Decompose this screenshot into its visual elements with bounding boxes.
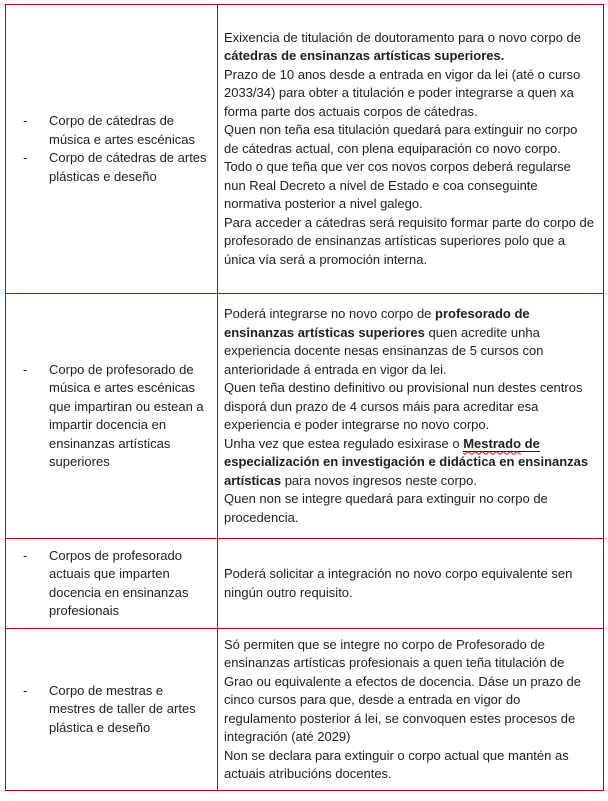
text-run: Quen non teña esa titulación quedará para extinguir no corpo de cátedras actual, con plena equiparación co novo corpo. [224,122,578,156]
text-run: Poderá solicitar a integración no novo corpo equivalente sen ningún outro requisito. [224,566,573,600]
corps-bullet-list [23,682,211,738]
text-run: Só permiten que se integre no corpo de Profesorado de ensinanzas artísticas profesionais a quen teña titulación de Grao ou equivalente a efectos de docencia. Dáse un prazo de cinco cursos para que, desde a entrada en vigor do regulamento posterior á lei, se convoquen estes procesos de integración (até 2029) [224,636,582,744]
paragraph [224,379,594,435]
list-item [23,682,211,738]
bullet-dash: - [23,150,28,165]
corps-bullet-list [23,361,211,472]
cell-corps-list-mestres [6,629,218,791]
paragraph [224,214,594,270]
list-item-text: Corpo de cátedras de artes plásticas e deseño [49,150,207,184]
paragraph [224,305,594,379]
list-item [23,361,211,472]
paragraph [224,29,594,66]
paragraph [224,490,594,527]
list-item-text: Corpos de profesorado actuais que imparten docencia en ensinanzas profesionais [49,547,189,618]
list-item-text: Corpo de profesorado de música e artes escénicas que impartiran ou estean a impartir docencia en ensinanzas artísticas superiores [49,361,204,469]
paragraph [224,66,594,122]
cell-corps-list-catedras [6,5,218,294]
text-run: cátedras de ensinanzas artísticas superiores. [224,48,505,64]
text-run: Non se declara para extinguir o corpo actual que mantén as actuais atribucións docentes. [224,747,569,781]
text-run: Para acceder a cátedras será requisito formar parte do corpo de profesorado de ensinanzas artísticas superiores polo que a única vía será a promoción interna. [224,214,594,267]
cell-details-profesionais [218,539,604,629]
table-row-mestres-taller [6,629,604,791]
paragraph [224,747,594,784]
table-row-profesorado-profesionais [6,539,604,629]
misspelled-word: Mestrado [463,435,522,451]
list-item [23,547,211,621]
bullet-dash: - [23,682,28,698]
bullet-dash: - [23,361,28,377]
text-run: Quen non se integre quedará para extinguir no corpo de procedencia. [224,491,548,525]
cell-corps-list-profesionais [6,539,218,629]
table-row-catedras-superiores [6,5,604,294]
paragraph [224,158,594,214]
bullet-dash: - [23,113,28,128]
paragraph [224,435,594,491]
bullet-dash: - [23,547,28,563]
text-run: de [521,435,540,451]
text-run: para novos ingresos neste corpo. [281,472,477,488]
list-item [23,112,211,149]
text-run: Quen teña destino definitivo ou provisional nun destes centros disporá dun prazo de 4 cursos máis para acreditar esa experiencia e poder integrarse no novo corpo. [224,380,583,432]
cell-corps-list-profesorado [6,294,218,539]
corps-bullet-list [23,112,211,186]
details-text [224,29,594,270]
cell-details-mestres [218,629,604,791]
paragraph [224,121,594,158]
details-text [224,636,594,784]
paragraph [224,565,594,602]
paragraph [224,636,594,747]
text-run: Exixencia de titulación de doutoramento para o novo corpo de [224,29,582,45]
text-run: Todo o que teña que ver cos novos corpos deberá regularse nun Real Decreto a nivel de Estado e coa conseguinte normativa posterior a nivel galego. [224,159,571,212]
text-run: Unha vez que estea regulado esixirase o [224,435,464,451]
text-run: Poderá integrarse no novo corpo de [224,306,436,321]
list-item-text: Corpo de mestras e mestres de taller de artes plástica e deseño [49,682,196,735]
text-run: Prazo de 10 anos desde a entrada en vigor da lei (até o curso 2033/34) para obter a titulación e poder integrarse a quen xa forma parte dos actuais corpos de cátedras. [224,66,581,119]
text-run: profesorado de ensinanzas artísticas superiores [224,306,530,340]
cell-details-catedras [218,5,604,294]
text-run: quen acredite unha experiencia docente nesas ensinanzas de 5 cursos con anterioridade á entrada en vigor da lei. [224,324,544,377]
corps-bullet-list [23,547,211,621]
list-item [23,149,211,186]
details-text [224,305,594,527]
table-row-profesorado-superiores [6,294,604,539]
details-text [224,565,594,602]
corps-comparison-table [5,4,604,791]
cell-details-profesorado [218,294,604,539]
text-run: especialización en investigación e didáctica en ensinanzas artísticas [224,454,589,488]
list-item-text: Corpo de cátedras de música e artes escénicas [49,113,195,147]
